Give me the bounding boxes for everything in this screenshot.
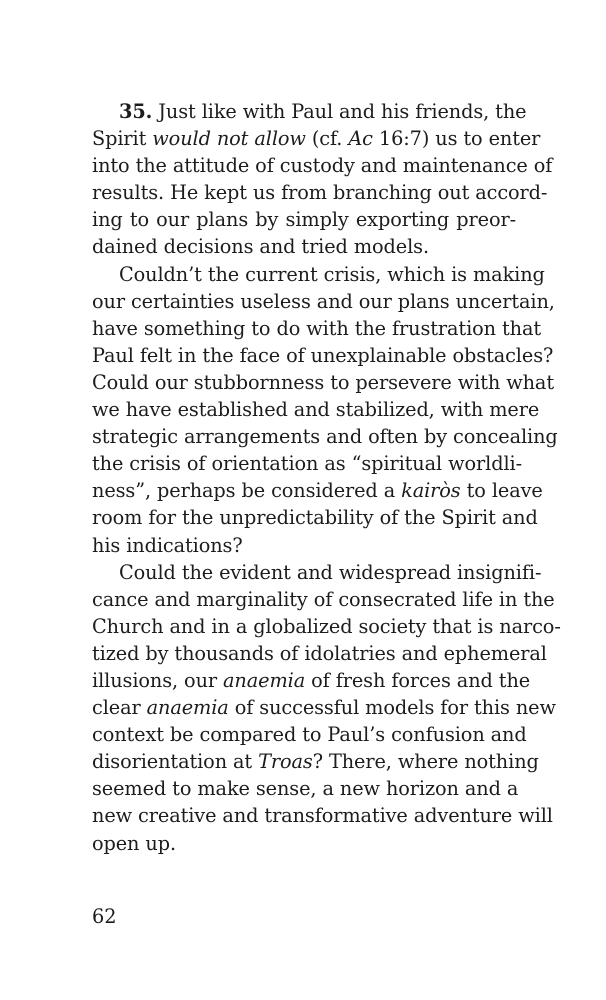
text-line: clear anaemia of successful models for this new <box>92 696 556 720</box>
text-line: ness”, perhaps be considered a kairòs to leave <box>92 479 543 503</box>
text-line: open up. <box>92 831 176 855</box>
text-line: into the attitude of custody and maintenance of <box>92 154 553 178</box>
body-text <box>92 98 561 857</box>
text-line: illusions, our anaemia of fresh forces and the <box>92 668 531 692</box>
text-line: Couldn’t the current crisis, which is making <box>119 262 545 286</box>
text-line: we have established and stabilized, with mere <box>92 398 540 422</box>
text-line: Could the evident and widespread insignifi- <box>119 560 542 584</box>
text-line: 35. Just like with Paul and his friends, the <box>119 100 527 123</box>
text-line: our certainties useless and our plans uncertain, <box>92 289 555 313</box>
text-line: Could our stubbornness to persevere with what <box>92 370 554 394</box>
text-line: his indications? <box>92 533 243 557</box>
page-number: 62 <box>92 905 117 928</box>
text-line: Church and in a globalized society that is narco- <box>92 614 561 638</box>
text-line: Spirit would not allow (cf. Ac 16:7) us to enter <box>92 127 541 151</box>
text-line: cance and marginality of consecrated life in the <box>92 587 555 611</box>
text-line: dained decisions and tried models. <box>92 235 429 259</box>
text-line: strategic arrangements and often by concealing <box>92 425 558 449</box>
paragraph-number: 35. <box>119 100 153 123</box>
text-line: the crisis of orientation as “spiritual worldli- <box>92 452 522 476</box>
text-line: ing to our plans by simply exporting preor- <box>92 208 516 232</box>
text-line: Paul felt in the face of unexplainable obstacles? <box>92 343 554 367</box>
text-line: tized by thousands of idolatries and ephemeral <box>92 641 547 665</box>
text-line: results. He kept us from branching out accord- <box>92 181 548 205</box>
text-line: have something to do with the frustration that <box>92 316 542 340</box>
text-line: room for the unpredictability of the Spirit and <box>92 506 538 530</box>
text-line: disorientation at Troas? There, where nothing <box>92 750 539 774</box>
text-line: new creative and transformative adventure will <box>92 804 553 828</box>
text-line: seemed to make sense, a new horizon and a <box>92 777 519 801</box>
text-line: context be compared to Paul’s confusion and <box>92 723 527 747</box>
